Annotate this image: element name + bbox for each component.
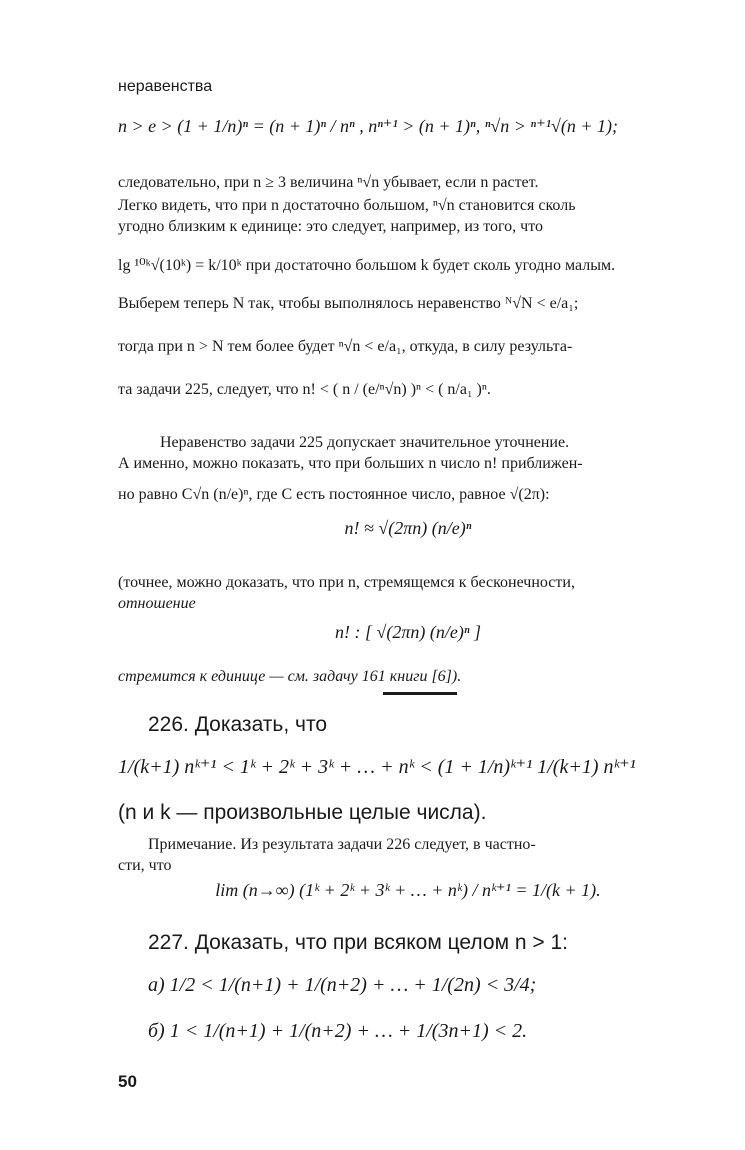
text-line: lg ¹⁰ᵏ√(10ᵏ) = k/10ᵏ при достаточно большом k будет сколь угодно малым. [118, 257, 616, 274]
text-line: (точнее, можно доказать, что при n, стремящемся к бесконечности, [118, 574, 575, 591]
text-line: А именно, можно показать, что при больших n число n! приближен- [118, 455, 583, 472]
text-line: сти, что [118, 857, 172, 874]
text-line: но равно C√n (n/e)ⁿ, где C есть постоянное число, равное √(2π): [118, 486, 550, 503]
section-divider [383, 692, 457, 695]
text-line: Примечание. Из результата задачи 226 следует, в частно- [148, 836, 536, 853]
problem-226-title: 226. Доказать, что [148, 713, 328, 736]
text-line: Выберем теперь N так, чтобы выполнялось неравенство ᴺ√N < e/a₁; [118, 295, 579, 312]
problem-227-b: б) 1 < 1/(n+1) + 1/(n+2) + … + 1/(3n+1) < 2. [148, 1020, 528, 1042]
text-line: следовательно, при n ≥ 3 величина ⁿ√n убывает, если n растет. [118, 174, 539, 191]
text-line: Легко видеть, что при n достаточно большом, ⁿ√n становится сколь [118, 197, 576, 214]
problem-226-note: (n и k — произвольные целые числа). [118, 801, 487, 824]
problem-226-formula: 1/(k+1) nᵏ⁺¹ < 1ᵏ + 2ᵏ + 3ᵏ + … + nᵏ < (1 + 1/n)ᵏ⁺¹ 1/(k+1) nᵏ⁺¹ [118, 756, 636, 778]
limit-formula: lim (n→∞) (1ᵏ + 2ᵏ + 3ᵏ + … + nᵏ) / nᵏ⁺¹ = 1/(k + 1). [215, 880, 601, 900]
text-line: та задачи 225, следует, что n! < ( n / (e/ⁿ√n) )ⁿ < ( n/a₁ )ⁿ. [118, 381, 491, 398]
remark [118, 834, 698, 876]
stirling-formula: n! ≈ √(2πn) (n/e)ⁿ [344, 518, 472, 538]
page-number: 50 [118, 1072, 137, 1091]
text-line: угодно близким к единице: это следует, например, из того, что [118, 218, 543, 235]
problem-227-a: а) 1/2 < 1/(n+1) + 1/(n+2) + … + 1/(2n) < 3/4; [148, 974, 537, 996]
text-line: Неравенство задачи 225 допускает значительное уточнение. [160, 434, 570, 451]
text-line: отношение [118, 595, 196, 612]
paragraph-monotonicity [118, 172, 698, 276]
ratio-formula: n! : [ √(2πn) (n/e)ⁿ ] [334, 622, 482, 642]
paragraph-tends: стремится к единице — см. задачу 161 книги [6]). [118, 668, 462, 685]
paragraph-refinement [118, 432, 698, 505]
text-line: тогда при n > N тем более будет ⁿ√n < e/a₁, откуда, в силу результа- [118, 338, 573, 355]
heading-word: неравенства [118, 78, 213, 95]
paragraph-choose-n [118, 293, 698, 400]
problem-227-title: 227. Доказать, что при всяком целом n > 1: [148, 931, 568, 954]
paragraph-precise [118, 572, 698, 614]
inequality-chain: n > e > (1 + 1/n)ⁿ = (n + 1)ⁿ / nⁿ , nⁿ⁺¹ > (n + 1)ⁿ, ⁿ√n > ⁿ⁺¹√(n + 1); [118, 116, 618, 136]
